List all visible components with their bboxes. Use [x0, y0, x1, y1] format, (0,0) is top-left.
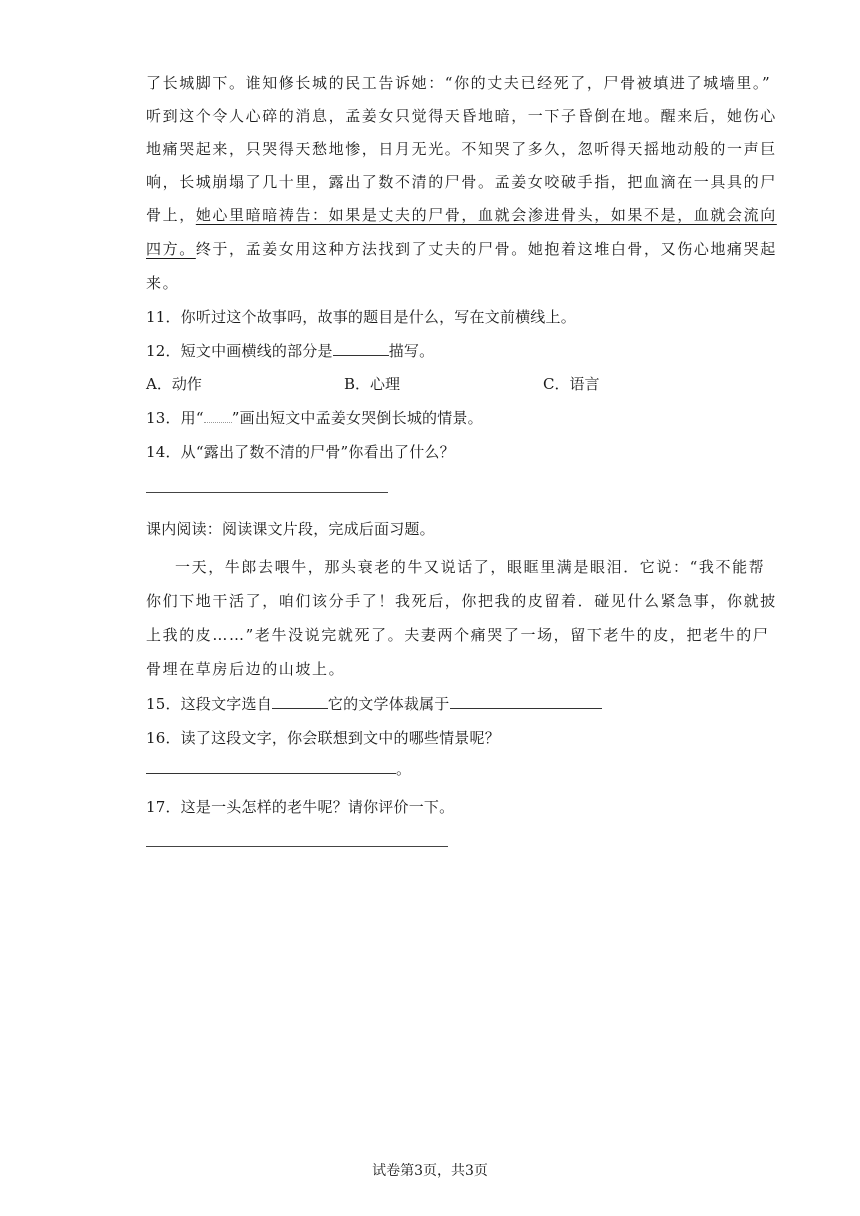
passage2-line-1: 一天，牛郎去喂牛，那头衰老的牛又说话了，眼眶里满是眼泪．它说：“我不能帮 — [175, 558, 766, 576]
q15-source-blank[interactable] — [272, 694, 328, 709]
question-16: 16．读了这段文字，你会联想到文中的哪些情景呢？ — [146, 729, 500, 747]
question-11: 11．你听过这个故事吗，故事的题目是什么，写在文前横线上。 — [146, 308, 576, 326]
q12-option-a[interactable]: A．动作 — [146, 375, 202, 393]
passage1-line-4: 响，长城崩塌了几十里，露出了数不清的尸骨。孟姜女咬破手指，把血滴在一具具的尸 — [146, 173, 777, 191]
passage1-line-7: 来。 — [146, 274, 180, 292]
question-17: 17．这是一头怎样的老牛呢？请你评价一下。 — [146, 798, 455, 816]
q12-answer-blank[interactable] — [333, 341, 389, 356]
question-12 — [146, 340, 434, 361]
passage1-line-5-text: 骨上， — [146, 206, 196, 224]
wavy-underline-sample — [204, 412, 232, 423]
question-14: 14．从“露出了数不清的尸骨”你看出了什么？ — [146, 443, 455, 461]
question-15-prefix: 15．这段文字选自 — [146, 695, 272, 713]
passage1-line-6-text: 终于，孟姜女用这种方法找到了丈夫的尸骨。她抱着这堆白骨，又伤心地痛哭起 — [195, 240, 777, 258]
passage2-line-3: 上我的皮……”老牛没说完就死了。夫妻两个痛哭了一场，留下老牛的皮，把老牛的尸 — [146, 626, 770, 644]
question-13-suffix: ”画出短文中孟姜女哭倒长城的情景。 — [231, 409, 483, 427]
question-12-suffix: 描写。 — [388, 342, 435, 360]
question-15-middle: 它的文学体裁属于 — [327, 695, 450, 713]
passage1-line-1: 了长城脚下。谁知修长城的民工告诉她：“你的丈夫已经死了，尸骨被填进了城墙里。” — [146, 74, 772, 92]
q15-genre-blank[interactable] — [450, 694, 602, 709]
q14-answer-line[interactable] — [146, 492, 388, 493]
question-15 — [146, 693, 602, 714]
question-13-prefix: 13．用“ — [146, 409, 204, 427]
passage1-line-3: 地痛哭起来，只哭得天愁地惨，日月无光。不知哭了多久，忽听得天摇地动般的一声巨 — [146, 140, 777, 158]
passage1-line-2: 听到这个令人心碎的消息，孟姜女只觉得天昏地暗，一下子昏倒在地。醒来后，她伤心 — [146, 107, 777, 125]
q17-answer-line[interactable] — [146, 846, 448, 847]
underlined-prayer-end: 四方。 — [146, 240, 196, 258]
underlined-prayer-text: 她心里暗暗祷告：如果是丈夫的尸骨，血就会渗进骨头，如果不是，血就会流向 — [195, 206, 777, 224]
q16-answer-row — [146, 758, 411, 779]
page-footer: 试卷第3页，共3页 — [372, 1163, 488, 1179]
q16-answer-line[interactable] — [146, 759, 396, 774]
passage2-line-2: 你们下地干活了，咱们该分手了！我死后，你把我的皮留着．碰见什么紧急事，你就披 — [146, 592, 777, 610]
passage1-line-5 — [146, 204, 777, 225]
passage1-line-6 — [146, 238, 777, 259]
q16-period: 。 — [396, 760, 412, 778]
section-2-heading: 课内阅读：阅读课文片段，完成后面习题。 — [146, 520, 435, 538]
passage2-line-4: 骨埋在草房后边的山坡上。 — [146, 660, 346, 678]
q12-option-c[interactable]: C．语言 — [543, 375, 600, 393]
question-13 — [146, 407, 483, 428]
q12-option-b[interactable]: B．心理 — [344, 375, 401, 393]
question-12-prefix: 12．短文中画横线的部分是 — [146, 342, 333, 360]
